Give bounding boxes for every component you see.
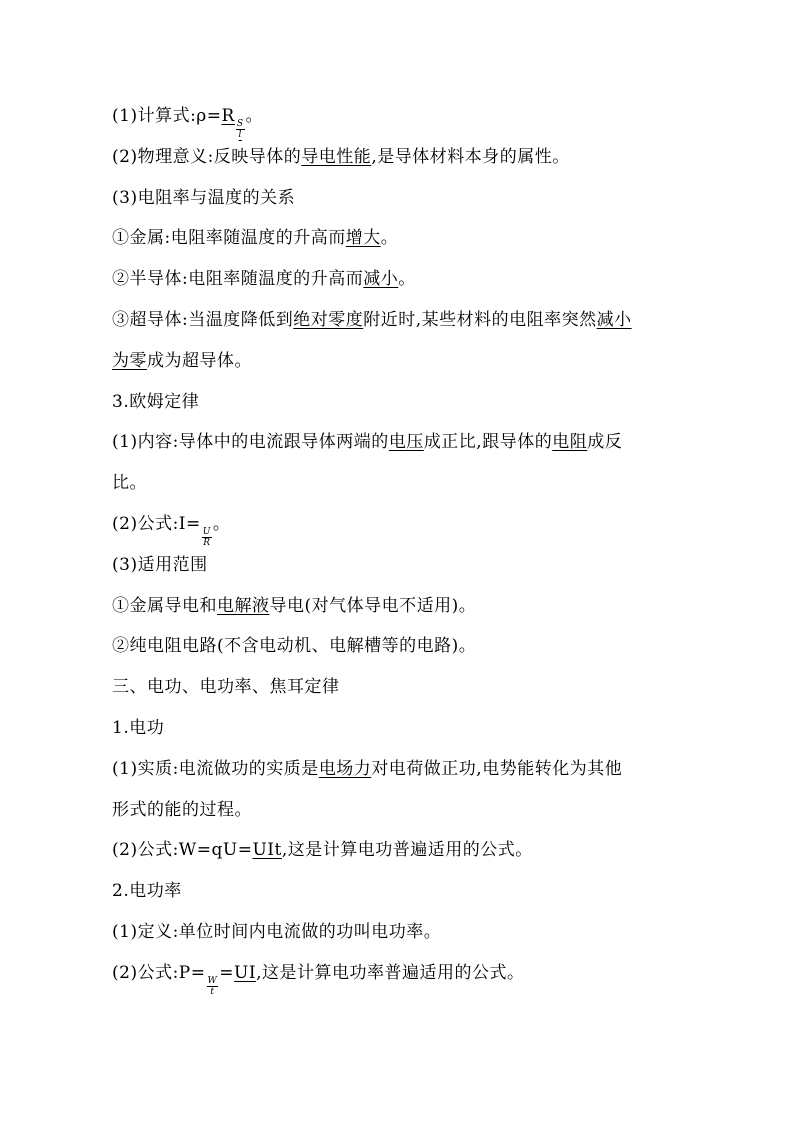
text-segment: ①金属:电阻率随温度的升高而 bbox=[112, 228, 346, 249]
underlined-answer: UIt bbox=[252, 840, 282, 861]
text-segment: 3.欧姆定律 bbox=[112, 391, 200, 412]
text-line bbox=[112, 465, 702, 506]
text-segment: 成为超导体。 bbox=[147, 350, 252, 371]
text-line bbox=[112, 955, 702, 996]
underlined-answer: 减小 bbox=[596, 309, 632, 330]
underlined-answer: 电场力 bbox=[318, 758, 372, 779]
text-segment: (3)适用范围 bbox=[112, 554, 208, 575]
text-segment: 导电(对气体导电不适用)。 bbox=[269, 595, 477, 616]
fraction-numerator: W bbox=[207, 975, 218, 986]
text-segment: 2.电功率 bbox=[112, 881, 182, 902]
text-segment: ,是导体材料本身的属性。 bbox=[371, 146, 570, 167]
text-segment: (2)公式:I= bbox=[112, 513, 201, 534]
text-segment: 成反 bbox=[587, 432, 623, 453]
text-segment: 附近时,某些材料的电阻率突然 bbox=[363, 309, 597, 330]
text-line bbox=[112, 220, 702, 261]
text-segment: (3)电阻率与温度的关系 bbox=[112, 187, 296, 208]
fraction bbox=[202, 527, 212, 548]
text-segment: 。 bbox=[398, 269, 416, 290]
text-segment: 。 bbox=[245, 106, 264, 126]
underlined-answer: 增大 bbox=[345, 228, 381, 249]
fraction-denominator: l bbox=[238, 129, 242, 140]
text-line bbox=[112, 792, 702, 833]
underlined-answer: R bbox=[221, 106, 235, 126]
text-segment: (2)物理意义:反映导体的 bbox=[112, 146, 302, 167]
text-segment: ①金属导电和 bbox=[112, 595, 217, 616]
text-line bbox=[112, 424, 702, 465]
fraction-numerator: S bbox=[236, 118, 244, 129]
underlined-answer: 电解液 bbox=[217, 595, 270, 616]
text-line bbox=[112, 98, 702, 139]
text-segment: (1)内容:导体中的电流跟导体两端的 bbox=[112, 432, 389, 453]
underlined-answer: UI bbox=[234, 962, 257, 983]
text-segment: ②纯电阻电路(不含电动机、电解槽等的电路)。 bbox=[112, 636, 477, 657]
text-segment: ③超导体:当温度降低到 bbox=[112, 309, 294, 330]
text-line bbox=[112, 384, 702, 425]
underlined-answer: 减小 bbox=[363, 269, 399, 290]
text-line bbox=[112, 710, 702, 751]
text-segment: = bbox=[219, 962, 235, 983]
fraction-numerator: U bbox=[202, 526, 211, 537]
text-segment: (1)计算式:ρ= bbox=[112, 106, 222, 126]
text-line bbox=[112, 914, 702, 955]
text-segment: 成正比,跟导体的 bbox=[423, 432, 553, 453]
text-line bbox=[112, 873, 702, 914]
text-line bbox=[112, 506, 702, 547]
underlined-answer: 为零 bbox=[112, 350, 147, 371]
text-line bbox=[112, 343, 702, 384]
text-segment: 对电荷做正功,电势能转化为其他 bbox=[371, 758, 623, 779]
text-segment: ,这是计算电功普遍适用的公式。 bbox=[281, 840, 533, 861]
text-line bbox=[112, 832, 702, 873]
text-segment: ,这是计算电功率普遍适用的公式。 bbox=[256, 962, 525, 983]
text-line bbox=[112, 302, 702, 343]
text-line bbox=[112, 628, 702, 669]
text-segment: (2)公式:W=qU= bbox=[112, 840, 253, 861]
text-segment: (1)定义:单位时间内电流做的功叫电功率。 bbox=[112, 921, 442, 942]
text-line bbox=[112, 139, 702, 180]
text-line bbox=[112, 547, 702, 588]
text-segment: ②半导体:电阻率随温度的升高而 bbox=[112, 269, 364, 290]
text-segment: 。 bbox=[212, 513, 231, 534]
underlined-answer: 绝对零度 bbox=[293, 309, 364, 330]
text-line bbox=[112, 751, 702, 792]
fraction bbox=[207, 976, 219, 997]
text-line bbox=[112, 669, 702, 710]
fraction-denominator: t bbox=[210, 986, 215, 997]
text-segment: 形式的能的过程。 bbox=[112, 799, 252, 820]
underlined-answer: 电阻 bbox=[552, 432, 588, 453]
text-line bbox=[112, 180, 702, 221]
text-line bbox=[112, 261, 702, 302]
document-body bbox=[112, 98, 702, 996]
fraction-denominator: R bbox=[203, 537, 211, 548]
text-segment: 1.电功 bbox=[112, 717, 165, 738]
text-segment: 。 bbox=[380, 228, 399, 249]
text-segment: 比。 bbox=[112, 473, 147, 494]
text-segment: 三、电功、电功率、焦耳定律 bbox=[112, 677, 340, 698]
underlined-answer: 导电性能 bbox=[301, 146, 372, 167]
text-segment: (1)实质:电流做功的实质是 bbox=[112, 758, 319, 779]
text-segment: (2)公式:P= bbox=[112, 962, 206, 983]
text-line bbox=[112, 588, 702, 629]
fraction bbox=[236, 119, 245, 140]
underlined-answer: 电压 bbox=[388, 432, 424, 453]
